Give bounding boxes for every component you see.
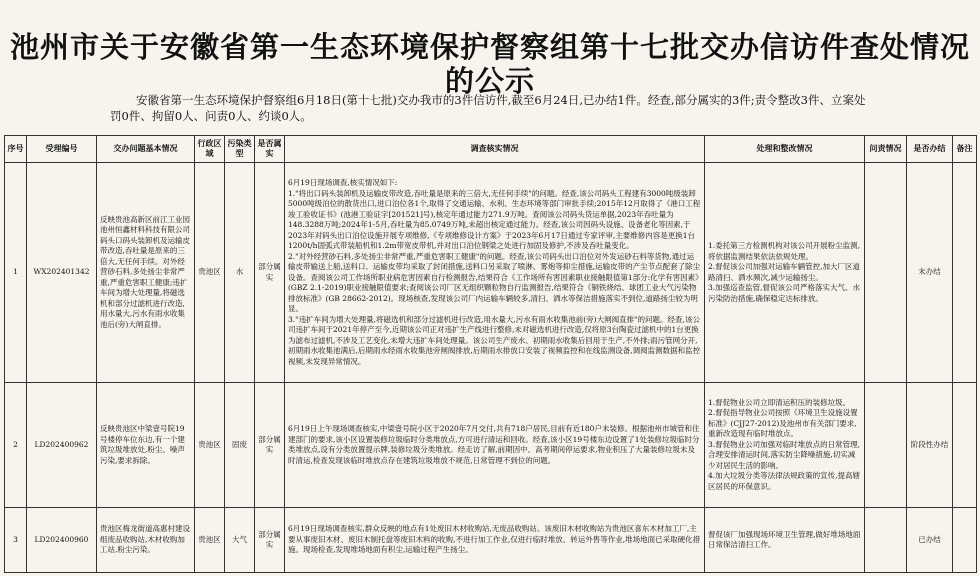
row-closed: 已办结 <box>907 508 953 573</box>
row-no: 2 <box>5 383 27 508</box>
row-investigation: 6月19日现场调查核实,群众反映的地点有1处废旧木材收购站,无废品收购站。该废旧木材收购站为贵池区喜东木材加工厂,主要从事废旧木材、废旧木制托盘等废旧木料的收购,不进行加工作业,仅进行临时堆放、转运外售等作业,堆场地面已采取硬化措施。现场检查,发现堆场地面有积尘,运输过程产生扬尘。 <box>285 508 705 573</box>
row-remark <box>953 508 977 573</box>
row-issue: 反映贵池区中梁壹号院19号楼停车位东边,有一个建筑垃圾堆放处,粉尘、噪声污染,要求拆除。 <box>97 383 195 508</box>
row-type: 水 <box>225 163 255 383</box>
row-investigation: 6月19日现场调查,核实情况如下: 1."将出口码头装卸机及运输皮带改造,吞吐量是原来的三倍大,无任何手续"的问题。经查,该公司码头工程建有3000吨级装卸5000吨级泊位的散货出口,进口泊位各1个,取得了交通运输、水利、生态环境等部门审批手续;2015年12月取得了《港口工程竣工验收证书》(池港工验证字[201521]号),核定年通过能力271.9万吨。查阅该公司码头货运单据,2023年吞吐量为148.3288万吨;2024年1-5月,吞吐量为85.0749万吨,未超出核定通过能力。经查,该公司因码头设施、设备老化等因素,于2023年对码头出口泊位设施开展专项维修,《专项维修设计方案》于2023年6月17日通过专家评审,主要维修内容是更换1台1200t/h固弧式带装船机和1.2m带宽皮带机,并对出口泊位钢梁之处进行加固及修护,不涉及吞吐量变化。 2."对外经营砂石料,多处扬尘非常严重,严重危害职工健康"的问题。经查,该公司码头出口泊位对外发运砂石料等货物,通过运输皮带输送上船,送料口、运输皮带均采取了封闭措施,送料口另采取了喷淋、雾炮等抑尘措施,运输皮带的产尘节点配套了除尘设备。查阅该公司工作场所职业病危害因素自行检测报告,结果符合《工作场所有害因素职业接触限值第1部分:化学有害因素》(GBZ 2.1-2019)职业接触限值要求;查阅该公司厂区无组织颗粒物自行监测报告,结果符合《铜铁烧结、球团工业大气污染物排放标准》(GB 28662-2012)。现场核查,发现该公司厂内运输车辆较多,清扫、洒水等保洁措施落实不到位,道路扬尘较为明显。 3."违扩车间为增大处理量,将磁选机和部分过滤机进行改造,用水量大,污水有雨水收集池前(旁)大闸阀直排"的问题。经查,该公司违扩车间于2021年停产至今,近期该公司正对违扩生产线进行整修,未对磁选机进行改造,仅将原3台陶瓷过滤机中的1台更换为滤布过滤机,不涉及工艺变化,未增大违扩车间处理量。该公司生产废水、初期雨水收集后回用于生产,不外排;雨污管网分开,初期雨水收集池满后,后期雨水经雨水收集池旁闸阀排放,后期雨水排放口安装了视频监控和在线监测设备,调阅监测数据和监控视频,未发现异常情况。 <box>285 163 705 383</box>
row-truth: 部分属实 <box>255 383 285 508</box>
table-header-row <box>5 136 977 163</box>
row-closed: 未办结 <box>907 163 953 383</box>
row-area: 贵池区 <box>195 508 225 573</box>
page-title: 池州市关于安徽省第一生态环境保护督察组第十七批交办信访件查处情况的公示 <box>9 30 970 98</box>
row-no: 1 <box>5 163 27 383</box>
row-code: LD202400962 <box>27 383 97 508</box>
row-handling: 督促该厂加强现场环境卫生管理,做好堆场地面日常保洁清扫工作。 <box>705 508 865 573</box>
table-row <box>5 383 977 508</box>
header-area: 行政区域 <box>195 136 225 163</box>
row-handling: 1.委托第三方检测机构对该公司开展粉尘监测,将依据监测结果依法依规处理。 2.督促该公司加强对运输车辆管控,加大厂区道路清扫、洒水频次,减少运输扬尘。 3.加强巡查监管,督促该公司严格落实大气、水污染防治措施,确保稳定达标排放。 <box>705 163 865 383</box>
row-remark <box>953 163 977 383</box>
row-accountability <box>865 383 907 508</box>
row-no: 3 <box>5 508 27 573</box>
row-accountability <box>865 508 907 573</box>
header-remark: 备注 <box>953 136 977 163</box>
intro-paragraph: 安徽省第一生态环境保护督察组6月18日(第十七批)交办我市的3件信访件,截至6月24日,已办结1件。经查,部分属实的3件;责令整改3件、立案处罚0件、拘留0人、问责0人、约谈0人。 <box>110 92 866 123</box>
table-row <box>5 508 977 573</box>
row-truth: 部分属实 <box>255 163 285 383</box>
row-code: WX202401342 <box>27 163 97 383</box>
petition-table <box>4 135 977 573</box>
header-investigation: 调查核实情况 <box>285 136 705 163</box>
header-no: 序号 <box>5 136 27 163</box>
row-truth: 部分属实 <box>255 508 285 573</box>
row-area: 贵池区 <box>195 163 225 383</box>
header-type: 污染类型 <box>225 136 255 163</box>
row-closed: 阶段性办结 <box>907 383 953 508</box>
row-handling: 1.督促物业公司立即清运积压的装修垃圾。 2.督促指导物业公司按照《环境卫生设施设置标准》(CJJ27-2012)及池州市有关部门要求,重新改造现有临时堆放点。 3.督促物业公司加强对临时堆放点的日常管理,合理安排清运时间,落实防尘降噪措施,切实减少对居民生活的影响。 4.加大垃圾分类等法律法规政策的宣传,提高辖区居民的环保意识。 <box>705 383 865 508</box>
header-accountability: 问责情况 <box>865 136 907 163</box>
header-closed: 是否办结 <box>907 136 953 163</box>
row-investigation: 6月19日上午现场调查核实,中梁壹号院小区于2020年7月交付,共有718户居民,目前有近180户未装修。根据池州市城管和住建部门的要求,该小区设置装修垃圾临时分类堆放点,方可进行清运和回收。经查,该小区19号楼东边设置了1处装修垃圾临时分类堆放点,设有分类放置提示牌,装修垃圾分类堆放。经走访了解,前期因中、高考期间停运要求,物业积压了大量装修垃圾未及时清运,检查发现该临时堆放点存在建筑垃圾堆放不规范,日常管理不到位的问题。 <box>285 383 705 508</box>
header-handling: 处理和整改情况 <box>705 136 865 163</box>
row-type: 固废 <box>225 383 255 508</box>
table-row <box>5 163 977 383</box>
header-code: 受理编号 <box>27 136 97 163</box>
row-accountability <box>865 163 907 383</box>
row-area: 贵池区 <box>195 383 225 508</box>
header-truth: 是否属实 <box>255 136 285 163</box>
row-type: 大气 <box>225 508 255 573</box>
row-issue: 贵池区梅龙街道高惠村建设组废品收购站,木材收购加工站,粉尘污染。 <box>97 508 195 573</box>
row-code: LD202400960 <box>27 508 97 573</box>
row-remark <box>953 383 977 508</box>
header-issue: 交办问题基本情况 <box>97 136 195 163</box>
row-issue: 反映贵池高新区前江工业园池州恒鑫材料科技有限公司码头口码头装卸机及运输皮带改造,吞吐量是原来的三倍大,无任何手续。对外经营砂石料,多处扬尘非常严重,严重危害职工健康;违扩车间为增大处理量,将磁选机和部分过滤机进行改造,用水量大,污水有雨水收集池后(旁)大闸直排。 <box>97 163 195 383</box>
